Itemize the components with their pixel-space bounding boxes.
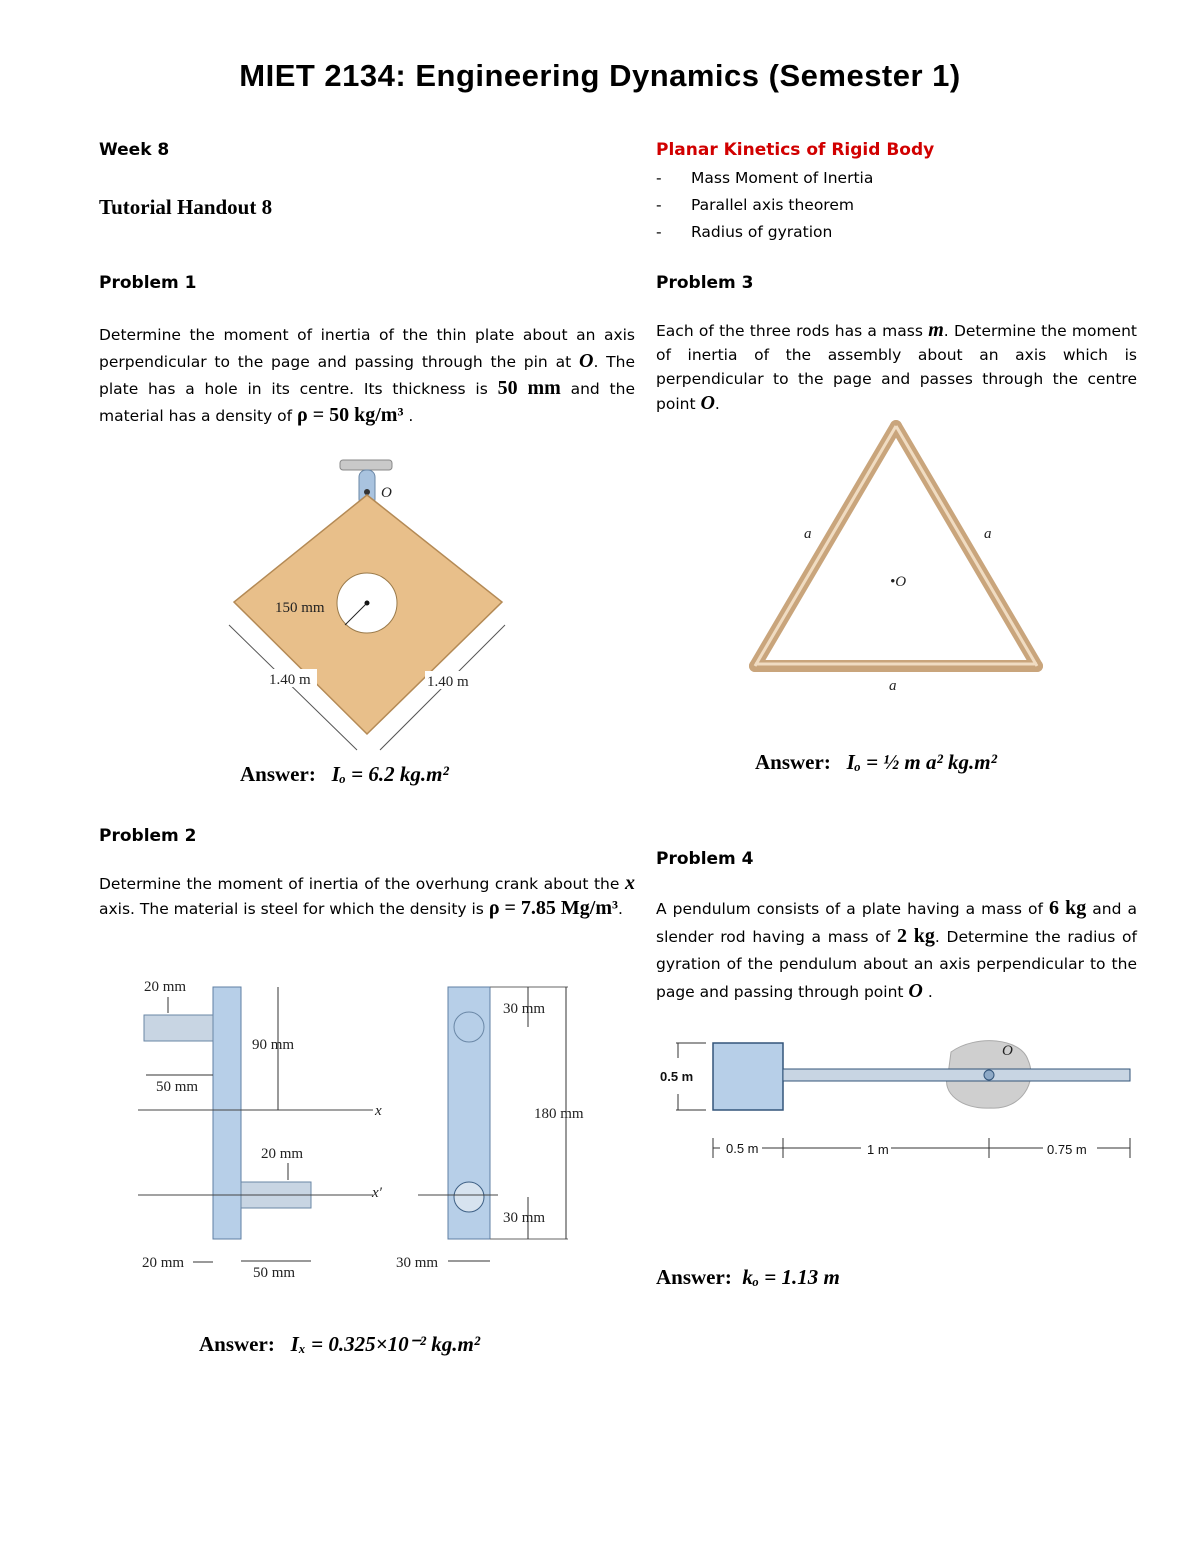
page-title: MIET 2134: Engineering Dynamics (Semester 1) (239, 58, 961, 93)
dim-label: 20 mm (144, 979, 187, 995)
symbol-o: O (700, 392, 715, 414)
problem-1-answer: Answer: Iₒ = 6.2 kg.m² (240, 762, 449, 786)
dim-label: 90 mm (252, 1037, 295, 1053)
symbol-o: O (578, 350, 594, 372)
lower-boss (454, 1182, 484, 1212)
dim-label: 50 mm (156, 1079, 199, 1095)
slender-rod (783, 1069, 1130, 1081)
pivot-pin (984, 1070, 994, 1080)
side-label: a (984, 526, 992, 542)
dim-label: 30 mm (503, 1210, 546, 1226)
dim-label: 20 mm (261, 1146, 304, 1162)
pivot-label: O (1002, 1043, 1013, 1059)
square-plate (713, 1043, 783, 1110)
problem-2-text: Determine the moment of inertia of the overhung crank about the x axis. The material is steel for which the density is ρ = 7.85 Mg/m³. (99, 872, 635, 919)
dim-label: 30 mm (396, 1255, 439, 1271)
problem-2-heading: Problem 2 (99, 826, 197, 846)
problem-4-text: A pendulum consists of a plate having a mass of 6 kg and a slender rod having a mass of 2 kg. Determine the radius of gyration of the pendulum about an axis perpendicular to the page and passing through point O . (656, 897, 1138, 1002)
crank-figure (138, 975, 598, 1285)
side-label: a (889, 678, 897, 694)
crank-plate-side (213, 987, 241, 1239)
topic-item: - Radius of gyration (656, 219, 1136, 246)
symbol-m: m (928, 319, 944, 341)
triangle-figure (740, 410, 1050, 700)
problem-3-text: Each of the three rods has a mass m. Determine the moment of inertia of the assembly about an axis which is perpendicular to the page and passes through the centre point O. (656, 319, 1137, 414)
pin-label: O (381, 485, 392, 501)
upper-shaft (144, 1015, 213, 1041)
mass-rod: 2 kg (896, 925, 935, 947)
side-label: a (804, 526, 812, 542)
problem-2-answer: Answer: Iₓ = 0.325×10⁻² kg.m² (199, 1332, 481, 1356)
problem-3-answer: Answer: Iₒ = ½ m a² kg.m² (755, 750, 997, 774)
symbol-o: O (908, 980, 923, 1002)
density-value: ρ = 50 kg/m³ (297, 404, 404, 426)
handout-label: Tutorial Handout 8 (99, 195, 273, 219)
topic-item: - Mass Moment of Inertia (656, 165, 1136, 192)
hole-label: 150 mm (275, 600, 325, 616)
density-value: ρ = 7.85 Mg/m³ (488, 897, 619, 919)
side-left-label: 1.40 m (269, 672, 311, 688)
plate-dim-label: 0.5 m (660, 1069, 694, 1084)
dim-label: 0.5 m (726, 1141, 759, 1156)
axis-x2-label: x′ (372, 1185, 382, 1201)
problem-4-heading: Problem 4 (656, 849, 754, 869)
topic-heading: Planar Kinetics of Rigid Body (656, 140, 935, 160)
centre-label: •O (890, 574, 907, 590)
symbol-x: x (625, 872, 635, 894)
dim-label: 1 m (867, 1142, 889, 1157)
plate-figure (215, 455, 525, 755)
side-right-label: 1.40 m (427, 674, 469, 690)
thickness-value: 50 mm (497, 377, 561, 399)
dim-label: 50 mm (253, 1265, 296, 1281)
dim-label: 20 mm (142, 1255, 185, 1271)
axis-x-label: x (375, 1103, 382, 1119)
problem-3-heading: Problem 3 (656, 273, 754, 293)
dim-label: 0.75 m (1047, 1142, 1087, 1157)
mass-plate: 6 kg (1048, 897, 1087, 919)
topic-item: - Parallel axis theorem (656, 192, 1136, 219)
problem-4-answer: Answer: kₒ = 1.13 m (656, 1265, 840, 1289)
problem-1-text: Determine the moment of inertia of the thin plate about an axis perpendicular to the page and passing through the pin at O. The plate has a hole in its centre. Its thickness is 50 mm and the material has a density of ρ = 50 kg/m³ . (99, 326, 636, 426)
dim-label: 30 mm (503, 1001, 546, 1017)
pendulum-figure (656, 1030, 1136, 1170)
week-label: Week 8 (99, 140, 170, 160)
topic-list (656, 165, 1136, 246)
dim-label: 180 mm (534, 1106, 584, 1122)
pin-support (340, 460, 392, 470)
problem-1-heading: Problem 1 (99, 273, 197, 293)
